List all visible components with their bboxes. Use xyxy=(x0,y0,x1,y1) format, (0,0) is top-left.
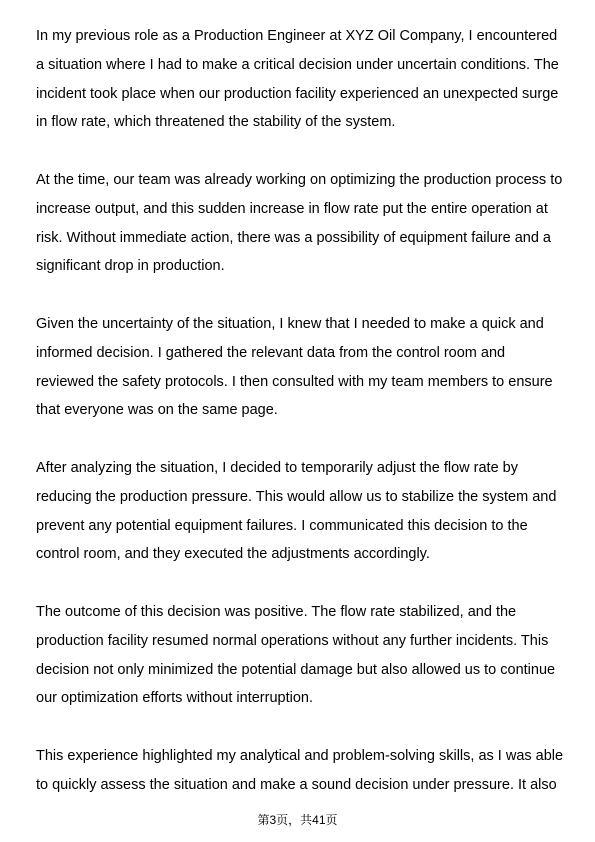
text-line: Given the uncertainty of the situation, I knew that I needed to make a quick and xyxy=(36,315,544,332)
text-line: control room, and they executed the adjustments accordingly. xyxy=(36,546,430,563)
text-line: reducing the production pressure. This would allow us to stabilize the system and xyxy=(36,488,557,505)
paragraph-spacer xyxy=(36,569,568,598)
text-line: After analyzing the situation, I decided to temporarily adjust the flow rate by xyxy=(36,459,518,476)
paragraph-spacer xyxy=(36,425,568,454)
text-line: a situation where I had to make a critical decision under uncertain conditions. The xyxy=(36,56,559,73)
paragraph-spacer xyxy=(36,137,568,166)
text-line: reviewed the safety protocols. I then consulted with my team members to ensure xyxy=(36,373,553,390)
paragraph-5 xyxy=(36,598,568,713)
text-line: production facility resumed normal operations without any further incidents. This xyxy=(36,632,549,649)
paragraph-1 xyxy=(36,22,568,137)
text-line: that everyone was on the same page. xyxy=(36,402,278,419)
text-line: incident took place when our production facility experienced an unexpected surge xyxy=(36,85,559,102)
paragraph-2 xyxy=(36,166,568,281)
text-line: The outcome of this decision was positive. The flow rate stabilized, and the xyxy=(36,603,517,620)
paragraph-3 xyxy=(36,310,568,425)
text-line: prevent any potential equipment failures. I communicated this decision to the xyxy=(36,517,528,534)
text-line: At the time, our team was already working on optimizing the production process to xyxy=(36,171,563,188)
text-line: to quickly assess the situation and make a sound decision under pressure. It also xyxy=(36,776,557,793)
text-line: In my previous role as a Production Engineer at XYZ Oil Company, I encountered xyxy=(36,28,558,44)
text-line: informed decision. I gathered the relevant data from the control room and xyxy=(36,344,506,361)
text-line: risk. Without immediate action, there was a possibility of equipment failure and a xyxy=(36,229,551,246)
text-line: in flow rate, which threatened the stability of the system. xyxy=(36,114,396,131)
page-number: 第3页，共41页 xyxy=(257,813,338,827)
text-line: increase output, and this sudden increase in flow rate put the entire operation at xyxy=(36,200,548,217)
paragraph-4 xyxy=(36,454,568,569)
text-line: decision not only minimized the potential damage but also allowed us to continue xyxy=(36,661,556,678)
text-line: significant drop in production. xyxy=(36,258,225,275)
paragraph-spacer xyxy=(36,281,568,310)
text-line: This experience highlighted my analytical and problem-solving skills, as I was able xyxy=(36,747,564,764)
text-line: our optimization efforts without interruption. xyxy=(36,690,313,707)
document-body xyxy=(36,22,568,800)
paragraph-spacer xyxy=(36,713,568,742)
paragraph-6 xyxy=(36,742,568,800)
